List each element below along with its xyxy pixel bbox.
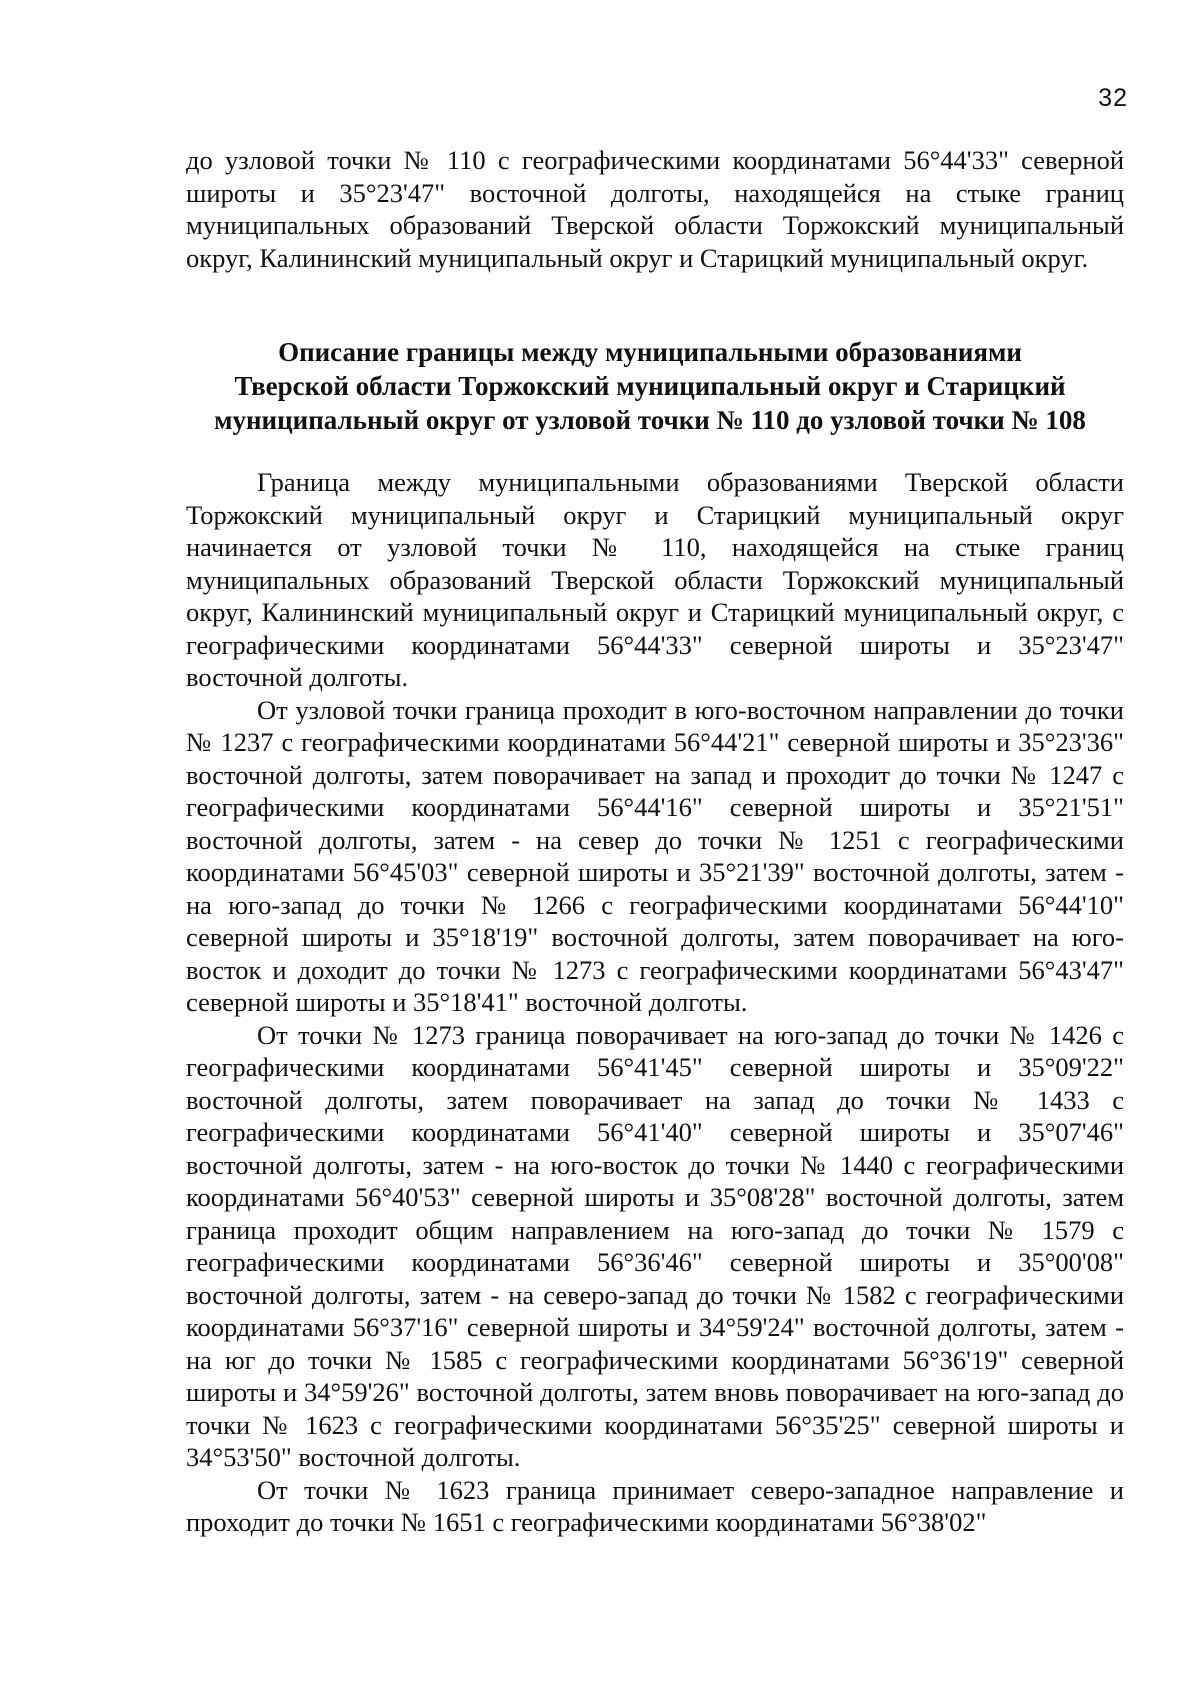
intro-paragraph: до узловой точки № 110 с географическими координатами 56°44'33" северной широты и 35°23'47" восточной долготы, находящейся на стыке границ муниципальных образований Тверской области Торжокский муниципальный округ, Калининский муниципальный округ и Старицкий муниципальный округ. xyxy=(186,145,1124,273)
section-heading-line-3: муниципальный округ от узловой точки № 110 до узловой точки № 108 xyxy=(214,405,1086,435)
paragraph-boundary-segment-2: От точки № 1273 граница поворачивает на юго-запад до точки № 1426 с географическими координатами 56°41'45" северной широты и 35°09'22" восточной долготы, затем поворачивает на запад до точки № 1433 с географическими координатами 56°41'40" северной широты и 35°07'46" восточной долготы, затем - на юго-восток до точки № 1440 с географическими координатами 56°40'53" северной широты и 35°08'28" восточной долготы, затем граница проходит общим направлением на юго-запад до точки № 1579 с географическими координатами 56°36'46" северной широты и 35°00'08" восточной долготы, затем - на северо-запад до точки № 1582 с географическими координатами 56°37'16" северной широты и 34°59'24" восточной долготы, затем - на юг до точки № 1585 с географическими координатами 56°36'19" северной широты и 34°59'26" восточной долготы, затем вновь поворачивает на юго-запад до точки № 1623 с географическими координатами 56°35'25" северной широты и 34°53'50" восточной долготы. xyxy=(186,1019,1124,1472)
main-text-block xyxy=(186,466,1124,1539)
section-heading xyxy=(170,335,1130,437)
section-heading-line-1: Описание границы между муниципальными образованиями xyxy=(278,337,1022,367)
page-number: 32 xyxy=(1098,84,1128,112)
paragraph-boundary-start: Граница между муниципальными образованиями Тверской области Торжокский муниципальный округ и Старицкий муниципальный округ начинается от узловой точки № 110, находящейся на стыке границ муниципальных образований Тверской области Торжокский муниципальный округ, Калининский муниципальный округ и Старицкий муниципальный округ, с географическими координатами 56°44'33" северной широты и 35°23'47" восточной долготы. xyxy=(186,467,1124,692)
paragraph-boundary-segment-3: От точки № 1623 граница принимает северо-западное направление и проходит до точки № 1651 с географическими координатами 56°38'02" xyxy=(186,1474,1124,1537)
section-heading-line-2: Тверской области Торжокский муниципальный округ и Старицкий xyxy=(234,371,1066,401)
paragraph-boundary-segment-1: От узловой точки граница проходит в юго-восточном направлении до точки № 1237 с географическими координатами 56°44'21" северной широты и 35°23'36" восточной долготы, затем поворачивает на запад и проходит до точки № 1247 с географическими координатами 56°44'16" северной широты и 35°21'51" восточной долготы, затем - на север до точки № 1251 с географическими координатами 56°45'03" северной широты и 35°21'39" восточной долготы, затем - на юго-запад до точки № 1266 с географическими координатами 56°44'10" северной широты и 35°18'19" восточной долготы, затем поворачивает на юго-восток и доходит до точки № 1273 с географическими координатами 56°43'47" северной широты и 35°18'41" восточной долготы. xyxy=(186,694,1124,1017)
intro-text-block xyxy=(186,144,1124,274)
